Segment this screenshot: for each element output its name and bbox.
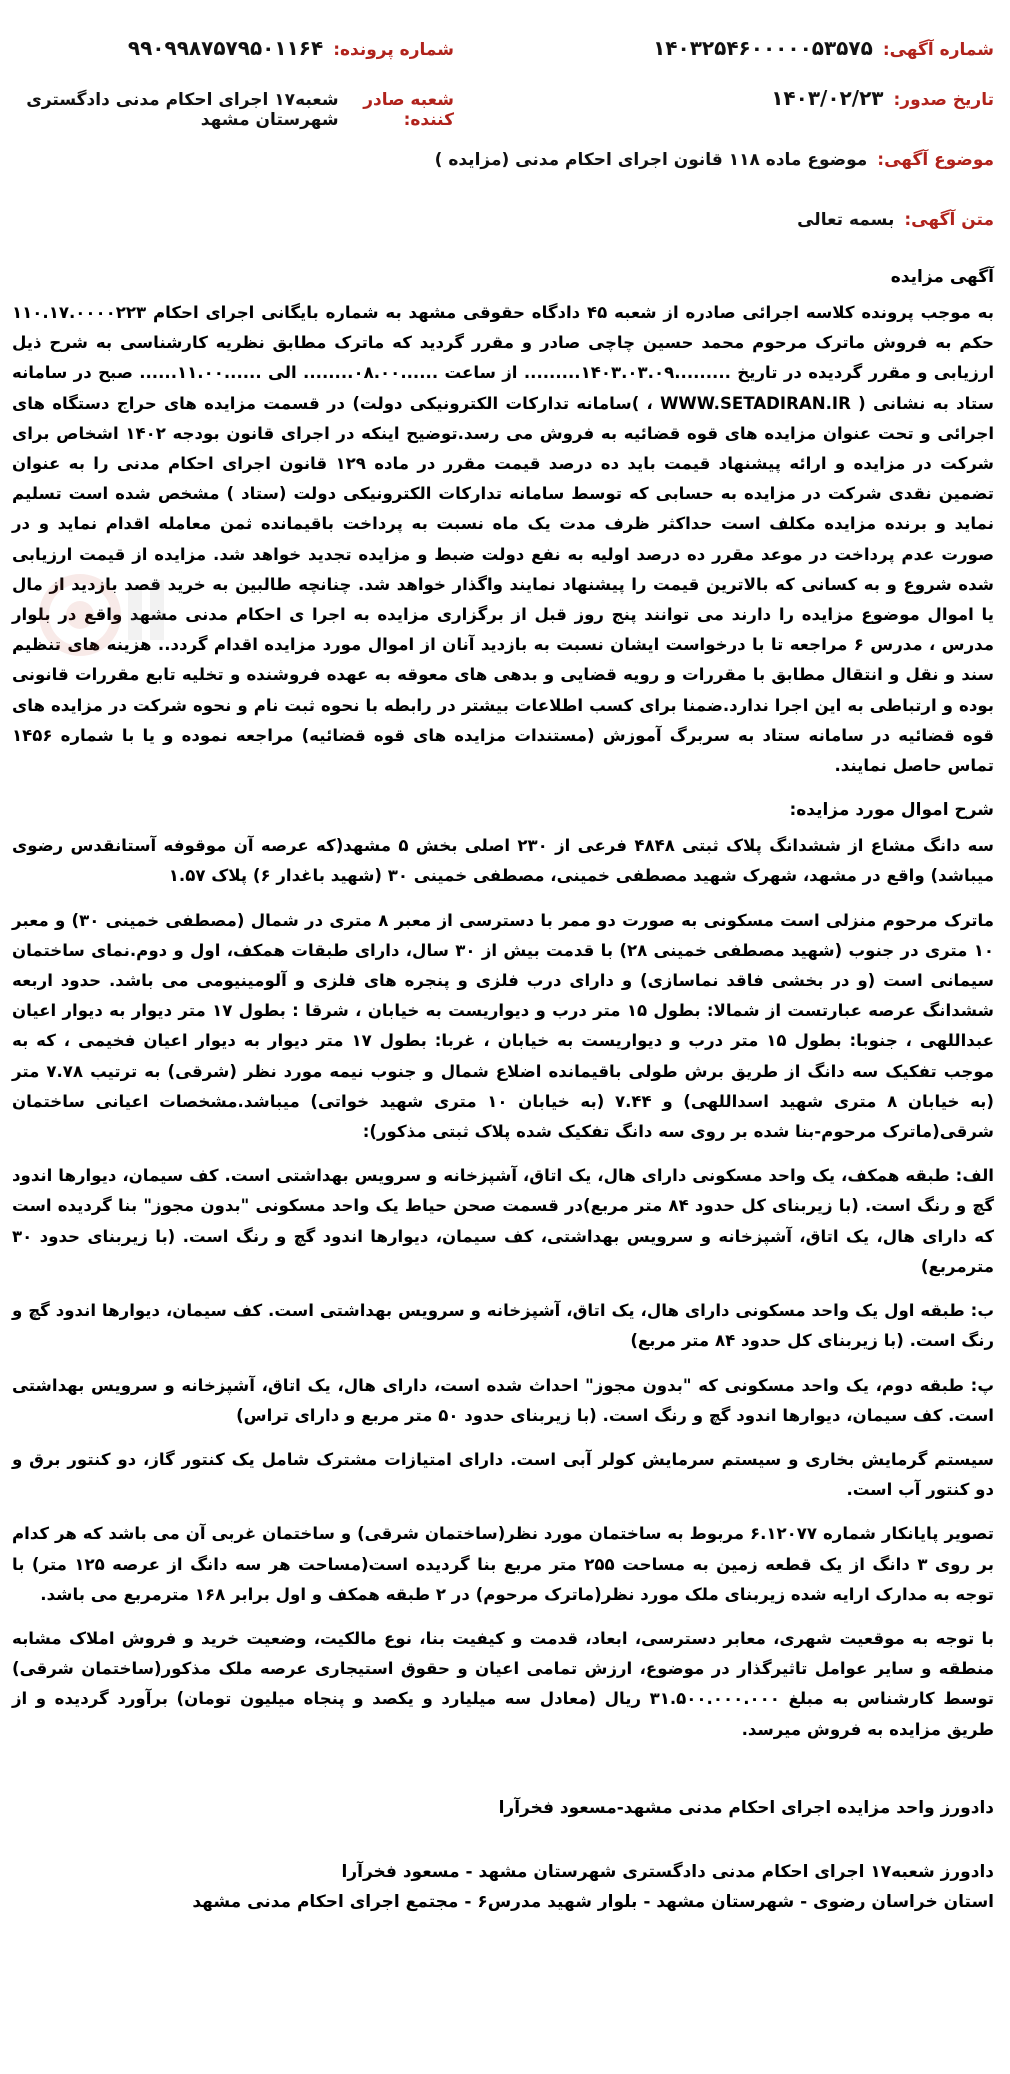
asset-paragraph: ماترک مرحوم منزلی است مسکونی به صورت دو ممر با دسترسی از معبر ۸ متری در شمال (مصطفی خمینی ۳۰) و معبر ۱۰ متری در جنوب (شهید مصطفی خمینی ۲۸) با قدمت بیش از ۳۰ سال، دارای طبقات همکف، اول و دوم.نمای ساختمان سیمانی است (و در بخشی فاقد نماسازی) و دارای درب فلزی و پنجره های فلزی و آلومینیومی می باشد. حدود اربعه ششدانگ عرصه عبارتست از شمالا: بطول ۱۵ متر درب و دیواریست به خیابان ، شرقا : بطول ۱۷ متر دیوار به دیوار اعیان عبداللهی ، جنوبا: بطول ۱۵ متر درب و دیواریست به خیابان ، غربا: بطول ۱۷ متر دیوار به دیوار اعیان فخیمی ، که به موجب تفکیک سه دانگ از طریق برش طولی باقیمانده اضلاع شمال و جنوب نیمه مورد نظر (شرقی) به ترتیب ۷.۷۸ متر (به خیابان ۸ متری شهید اسداللهی) و ۷.۴۴ (به خیابان ۱۰ متری شهید خواتی) میباشد.مشخصات اعیانی ساختمان شرقی(ماترک مرحوم-بنا شده بر روی سه دانگ تفکیک شده پلاک ثبتی مذکور):: [12, 910, 995, 1142]
assets-heading: شرح اموال مورد مزایده:: [789, 800, 994, 821]
header-row-2: [12, 86, 994, 136]
asset-paragraph: با توجه به موقعیت شهری، معابر دسترسی، ابعاد، قدمت و کیفیت بنا، نوع مالکیت، وضعیت خرید و فروش املاک مشابه منطقه و سایر عوامل تاثیرگذار در موضوع، ارزش تمامی اعیان و حقوق استیجاری عرصه ملک مذکور(ساختمان شرقی) توسط کارشناس به مبلغ ۳۱.۵۰۰.۰۰۰.۰۰۰ ریال (معادل سه میلیارد و یکصد و پنجاه میلیون تومان) برآورد گردیده و از طریق مزایده به فروش میرسد.: [12, 1628, 994, 1739]
case-number-value: ۹۹۰۹۹۸۷۵۷۹۵۰۱۱۶۴: [127, 36, 324, 60]
signature-line-1: دادورز واحد مزایده اجرای احکام مدنی مشهد-مسعود فخرآرا: [498, 1797, 994, 1818]
asset-paragraph: سه دانگ مشاع از ششدانگ پلاک ثبتی ۴۸۴۸ فرعی از ۲۳۰ اصلی بخش ۵ مشهد(که عرصه آن موقوفه آستانقدس رضوی میباشد) واقع در مشهد، شهرک شهید مصطفی خمینی، مصطفی خمینی ۳۰ (شهید باغدار ۶) پلاک ۱.۵۷: [12, 836, 994, 886]
issuing-branch: [12, 90, 474, 130]
text-value: بسمه تعالی: [797, 210, 895, 230]
ad-number-value: ۱۴۰۳۲۵۴۶۰۰۰۰۰۵۳۵۷۵: [653, 36, 873, 60]
signature-line-2: دادورز شعبه۱۷ اجرای احکام مدنی دادگستری شهرستان مشهد - مسعود فخرآرا: [341, 1861, 994, 1882]
ad-subject: [12, 150, 994, 196]
spacer: [12, 1823, 994, 1857]
asset-paragraph: الف: طبقه همکف، یک واحد مسکونی دارای هال، یک اتاق، آشپزخانه و سرویس بهداشتی است. کف سیمان، دیوارها اندود گچ و رنگ است. (با زیربنای کل حدود ۸۴ متر مربع)در قسمت صحن حیاط یک واحد مسکونی "بدون مجوز" بنا گردیده است که دارای هال، یک اتاق، آشپزخانه و سرویس بهداشتی، کف سیمان، دیوارها اندود گچ و رنگ است. (با زیربنای حدود ۳۰ مترمربع): [12, 1166, 994, 1276]
asset-paragraph: تصویر پایانکار شماره ۶.۱۲۰۷۷ مربوط به ساختمان مورد نظر(ساختمان شرقی) و ساختمان غربی آن می باشد که هر کدام بر روی ۳ دانگ از یک قطعه زمین به مساحت ۲۵۵ متر مربع بنا گردیده است(مساحت هر سه دانگ از عرصه ۱۲۵ متر) با توجه به مدارک ارایه شده زیربنای ملک مورد نظر(ماترک مرحوم) در ۲ طبقه همکف و اول برابر ۱۶۸ مترمربع می باشد.: [12, 1524, 994, 1604]
issuing-branch-label: شعبه صادر کننده:: [363, 90, 454, 130]
issue-date-label: تاریخ صدور:: [893, 90, 994, 110]
case-number-label: شماره پرونده:: [333, 40, 454, 60]
case-number: [12, 36, 474, 60]
ad-text-heading: [12, 210, 994, 256]
issuing-branch-value: شعبه۱۷ اجرای احکام مدنی دادگستری شهرستان مشهد: [26, 90, 339, 130]
issue-date-value: ۱۴۰۳/۰۲/۲۳: [771, 86, 884, 110]
asset-paragraph: پ: طبقه دوم، یک واحد مسکونی که "بدون مجوز" احداث شده است، دارای هال، یک اتاق، آشپزخانه و سرویس بهداشتی است. کف سیمان، دیوارها اندود گچ و رنگ است. (با زیربنای حدود ۵۰ متر مربع و دارای تراس): [12, 1375, 994, 1425]
header-row-1: [12, 36, 994, 86]
text-label: متن آگهی:: [904, 210, 994, 230]
ad-number-label: شماره آگهی:: [882, 40, 994, 60]
subject-label: موضوع آگهی:: [877, 150, 994, 170]
spacer: [12, 1759, 994, 1793]
ad-number: [474, 36, 994, 60]
auction-title: آگهی مزایده: [890, 267, 994, 287]
issue-date: [474, 86, 994, 110]
asset-paragraph: سیستم گرمایش بخاری و سیستم سرمایش کولر آبی است. دارای امتیازات مشترک شامل یک کنتور گاز، دو کنتور برق و دو کنتور آب است.: [12, 1449, 994, 1500]
asset-paragraph: ب: طبقه اول یک واحد مسکونی دارای هال، یک اتاق، آشپزخانه و سرویس بهداشتی است. کف سیمان، دیوارها اندود گچ و رنگ است. (با زیربنای کل حدود ۸۴ متر مربع): [12, 1301, 994, 1351]
subject-value: موضوع ماده ۱۱۸ قانون اجرای احکام مدنی (مزایده ): [434, 150, 868, 170]
address-line: استان خراسان رضوی - شهرستان مشهد - بلوار شهید مدرس۶ - مجتمع اجرای احکام مدنی مشهد: [192, 1891, 994, 1912]
intro-paragraph: به موجب پرونده کلاسه اجرائی صادره از شعبه ۴۵ دادگاه حقوقی مشهد به شماره بایگانی اجرای احکام ۱۱۰.۱۷.۰۰۰۰۲۲۳ حکم به فروش ماترک مرحوم محمد حسین چاچی صادر و مقرر گردید که ماترک مطابق نظریه کارشناسی به شرح ذیل ارزیابی و مقرر گردیده در تاریخ .........۱۴۰۳.۰۳.۰۹......... از ساعت ......۰۸.۰۰........ الی ......۱۱.۰۰...... صبح در سامانه ستاد به نشانی ( WWW.SETADIRAN.IR ، )سامانه تدارکات الکترونیکی دولت) در قسمت مزایده های حراج دستگاه های اجرائی و تحت عنوان مزایده های قوه قضائیه به فروش می رسد.توضیح اینکه در اجرای قانون بودجه ۱۴۰۲ اشخاص برای شرکت در مزایده و ارائه پیشنهاد قیمت باید ده درصد قیمت مقرر در ماده ۱۲۹ قانون اجرای احکام مدنی را به عنوان تضمین نقدی شرکت در مزایده به حسابی که توسط سامانه تدارکات الکترونیکی دولت (ستاد ) مشخص شده است تسلیم نماید و برنده مزایده مکلف است حداکثر ظرف مدت یک ماه نسبت به پرداخت باقیمانده ثمن معامله اقدام نماید و در صورت عدم پرداخت در موعد مقرر ده درصد اولیه به نفع دولت ضبط و مزایده تجدید خواهد شد. مزایده از قیمت ارزیابی شده شروع و به کسانی که بالاترین قیمت را پیشنهاد نمایند واگذار خواهد شد. چنانچه طالبین به خرید قصد بازدید از مال یا اموال موضوع مزایده را دارند می توانند پنج روز قبل از برگزاری مزایده به اجرا ی احکام مدنی مشهد واقع در بلوار مدرس ، مدرس ۶ مراجعه تا با درخواست ایشان نسبت به بازدید آنان از اموال مورد مزایده اقدام گردد.. هزینه های تنظیم سند و نقل و انتقال مطابق با مقررات و رویه قضایی و بدهی های معوقه به عهده فروشنده و تخلیه تابع مقررات قانونی بوده و ارتباطی به این اجرا ندارد.ضمنا برای کسب اطلاعات بیشتر در رابطه با نحوه ثبت نام و نحوه شرکت در مزایده های قوه قضائیه در سامانه ستاد به سربرگ آموزش (مستندات مزایده های قوه قضائیه) مراجعه نموده و یا با شماره ۱۴۵۶ تماس حاصل نمایند.: [12, 303, 995, 776]
